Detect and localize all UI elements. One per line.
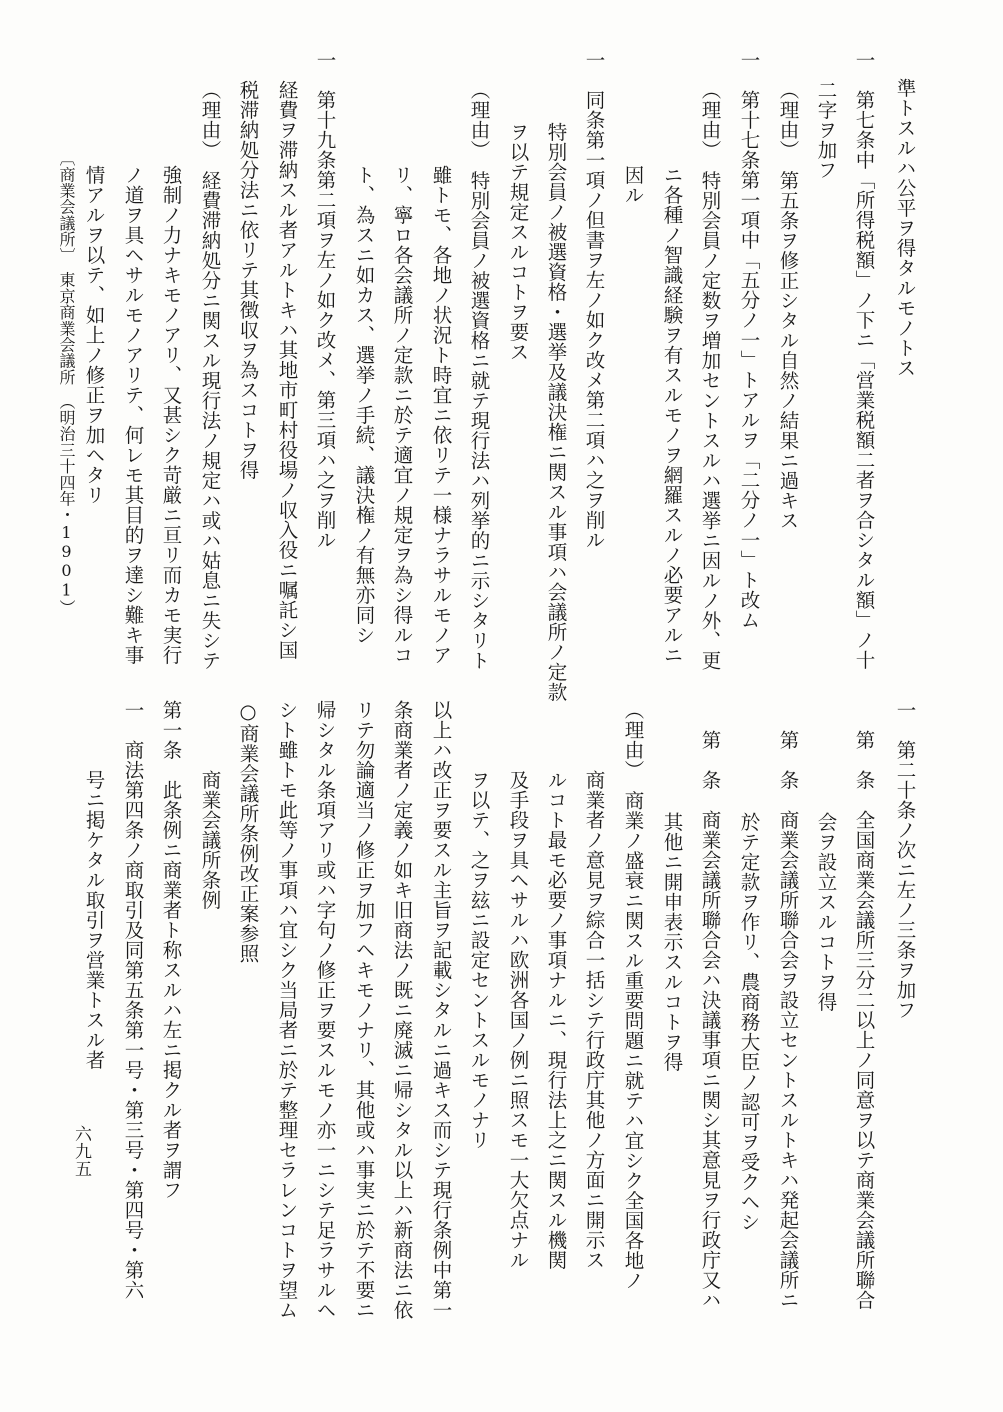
text-column: 第 条 全国商業会議所三分二以上ノ同意ヲ以テ商業会議所聯合 — [852, 730, 876, 1310]
text-column: 帰シタル条項アリ或ハ字句ノ修正ヲ要スルモノ亦一ニシテ足ラサルヘ — [313, 700, 337, 1320]
text-column: 税滞納処分法ニ依リテ其徴収ヲ為スコトヲ得 — [236, 80, 260, 480]
text-column: ルコト最モ必要ノ事項ナルニ、現行法上之ニ関スル機関 — [544, 770, 568, 1270]
text-column: 商業者ノ意見ヲ綜合一括シテ行政庁其他ノ方面ニ開示ス — [582, 770, 606, 1270]
text-column: ヲ以テ規定スルコトヲ要ス — [506, 122, 530, 362]
text-column: 因ル — [621, 165, 645, 205]
text-column: 其他ニ開申表示スルコトヲ得 — [660, 812, 684, 1072]
text-column: （理由） 第五条ヲ修正シタル自然ノ結果ニ過キス — [776, 80, 800, 531]
page-number: 六九五 — [71, 1125, 91, 1178]
text-column: 情アルヲ以テ、如上ノ修正ヲ加ヘタリ — [82, 165, 106, 505]
text-column: ヲ以テ、之ヲ玆ニ設定セントスルモノナリ — [467, 770, 491, 1150]
text-column: 一 第二十条ノ次ニ左ノ三条ヲ加フ — [893, 700, 917, 1020]
text-column: ニ各種ノ智識経験ヲ有スルモノヲ網羅スルノ必要アルニ — [660, 165, 684, 665]
text-column: ト、為スニ如カス、選挙ノ手続、議決権ノ有無亦同シ — [352, 165, 376, 645]
text-column: 及手段ヲ具ヘサルハ欧洲各国ノ例ニ照スモ一大欠点ナル — [506, 770, 530, 1270]
text-column: 条商業者ノ定義ノ如キ旧商法ノ既ニ廃滅ニ帰シタル以上ハ新商法ニ依 — [390, 700, 414, 1320]
section-title: 商業会議所条例 — [198, 770, 222, 910]
source-citation: 〔商業会議所〕 東京商業会議所 （明治三十四年・1901） — [57, 150, 76, 616]
text-column: 強制ノ力ナキモノアリ、又甚シク苛厳ニ亘リ而カモ実行 — [159, 165, 183, 665]
text-column: 特別会員ノ被選資格・選挙及議決権ニ関スル事項ハ会議所ノ定款 — [544, 122, 568, 702]
text-column: 一 第十七条第一項中「五分ノ一」トアルヲ「二分ノ一」ト改ム — [737, 50, 761, 630]
text-column: リ、寧ロ各会議所ノ定款ニ於テ適宜ノ規定ヲ為シ得ルコ — [390, 165, 414, 665]
text-column: ノ道ヲ具ヘサルモノアリテ、何レモ其目的ヲ達シ難キ事 — [121, 165, 145, 665]
text-column: 経費ヲ滞納スル者アルトキハ其地市町村役場ノ収入役ニ嘱託シ国 — [275, 80, 299, 660]
text-column: （理由） 経費滞納処分ニ関スル現行法ノ規定ハ或ハ姑息ニ失シテ — [198, 80, 222, 671]
text-column: （理由） 特別会員ノ被選資格ニ就テ現行法ハ列挙的ニ示シタリト — [467, 80, 491, 671]
text-column: （理由） 特別会員ノ定数ヲ増加セントスルハ選挙ニ因ルノ外、更 — [698, 80, 722, 671]
text-column: 第一条 此条例ニ商業者ト称スルハ左ニ掲クル者ヲ謂フ — [159, 700, 183, 1200]
text-column: シト雖トモ此等ノ事項ハ宜シク当局者ニ於テ整理セラレンコトヲ望ム — [275, 700, 299, 1320]
text-column: 以上ハ改正ヲ要スル主旨ヲ記載シタルニ過キス而シテ現行条例中第一 — [429, 700, 453, 1320]
section-heading: ○商業会議所条例改正案参照 — [236, 700, 260, 964]
text-column: （理由） 商業ノ盛衰ニ関スル重要問題ニ就テハ宜シク全国各地ノ — [621, 700, 645, 1291]
text-column: 会ヲ設立スルコトヲ得 — [814, 812, 838, 1012]
text-column: 号ニ掲ケタル取引ヲ営業トスル者 — [82, 770, 106, 1070]
text-column: 二字ヲ加フ — [814, 80, 838, 180]
text-column: 一 商法第四条ノ商取引及同第五条第一号・第三号・第四号・第六 — [121, 700, 145, 1300]
text-column: 一 第七条中「所得税額」ノ下ニ「営業税額二者ヲ合シタル額」ノ十 — [852, 50, 876, 670]
text-column: 雖トモ、各地ノ状況ト時宜ニ依リテ一様ナラサルモノア — [429, 165, 453, 665]
text-column: 於テ定款ヲ作リ、農商務大臣ノ認可ヲ受クヘシ — [737, 812, 761, 1232]
text-column: 第 条 商業会議所聯合会ヲ設立セントスルトキハ発起会議所ニ — [776, 730, 800, 1310]
text-column: リテ勿論適当ノ修正ヲ加フヘキモノナリ、其他或ハ事実ニ於テ不要ニ — [352, 700, 376, 1320]
text-column: 一 同条第一項ノ但書ヲ左ノ如ク改メ第二項ハ之ヲ削ル — [582, 50, 606, 550]
text-column: 一 第十九条第二項ヲ左ノ如ク改メ、第三項ハ之ヲ削ル — [313, 50, 337, 550]
text-column: 第 条 商業会議所聯合会ハ決議事項ニ関シ其意見ヲ行政庁又ハ — [698, 730, 722, 1310]
text-column: 準トスルハ公平ヲ得タルモノトス — [893, 78, 917, 378]
